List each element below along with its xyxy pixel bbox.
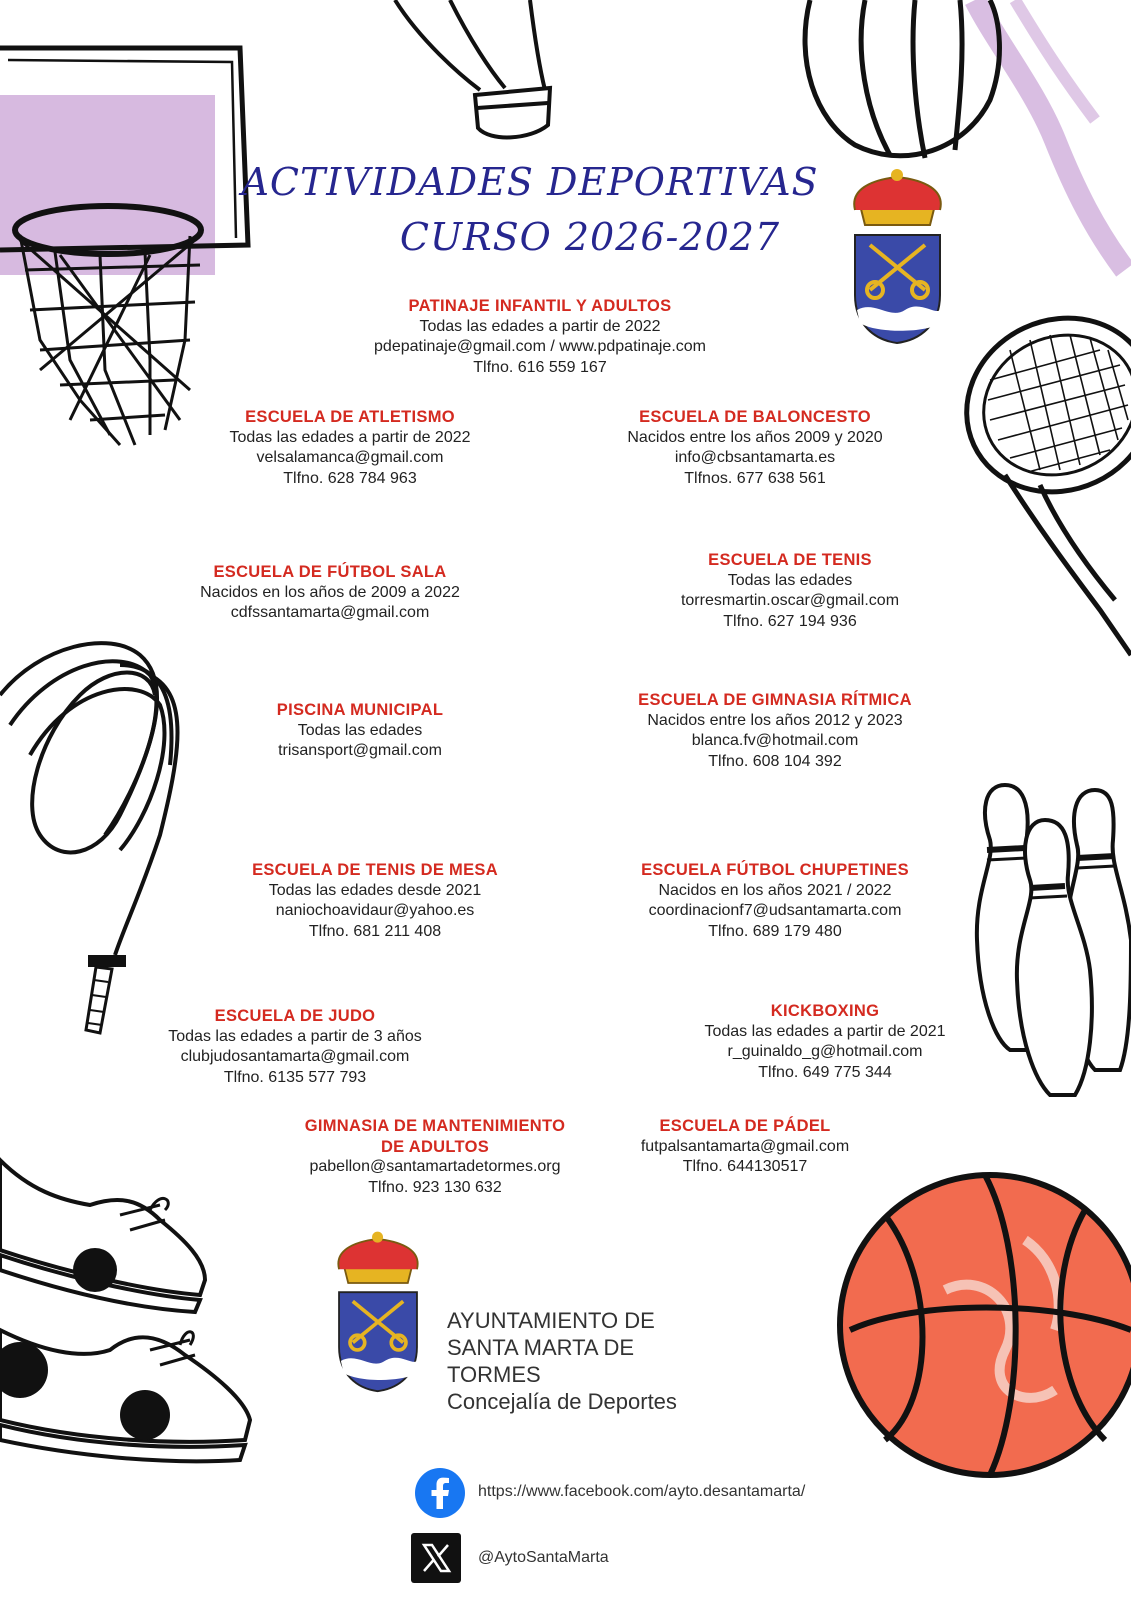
activity-title: ESCUELA FÚTBOL CHUPETINES <box>641 861 909 879</box>
activity-detail: Todas las edades <box>727 571 853 589</box>
org-line-1: AYUNTAMIENTO DE <box>447 1308 655 1333</box>
facebook-icon[interactable] <box>414 1467 466 1519</box>
activity-detail: Nacidos entre los años 2012 y 2023 <box>647 711 903 729</box>
x-icon[interactable] <box>411 1533 461 1583</box>
activity-gimnasia-mantenimiento <box>275 1116 595 1198</box>
activity-phone: Tlfno. 681 211 408 <box>308 922 442 940</box>
org-line-2: SANTA MARTA DE <box>447 1335 635 1360</box>
activity-detail: Nacidos entre los años 2009 y 2020 <box>627 428 883 446</box>
basketball-drawing <box>825 1160 1131 1490</box>
activity-title: KICKBOXING <box>770 1002 880 1020</box>
activity-title: ESCUELA DE JUDO <box>214 1007 376 1025</box>
activity-title: PISCINA MUNICIPAL <box>276 701 444 719</box>
activity-detail: Nacidos en los años de 2009 a 2022 <box>200 583 460 601</box>
activity-phone: Tlfno. 644130517 <box>682 1158 808 1175</box>
activity-title: ESCUELA DE ATLETISMO <box>245 408 455 426</box>
activity-gimnasia-ritmica <box>610 690 940 772</box>
activity-email[interactable]: r_guinaldo_g@hotmail.com <box>727 1043 923 1060</box>
org-department: Concejalía de Deportes <box>447 1389 677 1414</box>
activity-futbol-sala <box>170 562 490 624</box>
activity-atletismo <box>190 407 510 489</box>
activity-judo <box>130 1006 460 1088</box>
activity-padel <box>610 1116 880 1178</box>
activity-email[interactable]: blanca.fv@hotmail.com <box>691 732 859 749</box>
activity-email[interactable]: coordinacionf7@udsantamarta.com <box>648 902 902 919</box>
activity-phone: Tlfno. 649 775 344 <box>758 1063 892 1081</box>
activity-phone: Tlfno. 627 194 936 <box>723 612 857 630</box>
activity-kickboxing <box>665 1001 985 1083</box>
activity-email[interactable]: info@cbsantamarta.es <box>674 449 836 466</box>
activity-futbol-chupetines <box>610 860 940 942</box>
activity-piscina <box>220 700 500 762</box>
activity-detail: Todas las edades a partir de 3 años <box>168 1027 422 1045</box>
activity-patinaje <box>330 296 750 378</box>
activity-tenis <box>630 550 950 632</box>
basketball-hoop-drawing <box>0 40 260 450</box>
activity-email[interactable]: pabellon@santamartadetormes.org <box>309 1158 561 1175</box>
activity-title: ESCUELA DE BALONCESTO <box>639 408 871 426</box>
activity-tenis-mesa <box>215 860 535 942</box>
x-handle[interactable]: @AytoSantaMarta <box>478 1549 609 1566</box>
activity-baloncesto <box>595 407 915 489</box>
activity-phone: Tlfnos. 677 638 561 <box>684 469 826 487</box>
activity-detail: Todas las edades desde 2021 <box>268 881 482 899</box>
activity-title: ESCUELA DE TENIS DE MESA <box>252 861 498 879</box>
activity-title: PATINAJE INFANTIL Y ADULTOS <box>408 297 672 315</box>
jump-rope-drawing <box>0 635 200 1035</box>
shuttlecock-drawing <box>380 0 560 145</box>
coat-of-arms-bottom <box>328 1228 428 1393</box>
activity-detail: Todas las edades a partir de 2022 <box>419 317 661 335</box>
activity-title: ESCUELA DE GIMNASIA RÍTMICA <box>638 691 912 709</box>
activity-email[interactable]: cdfssantamarta@gmail.com <box>230 604 430 621</box>
activity-email[interactable]: velsalamanca@gmail.com <box>256 449 444 466</box>
bowling-pins-drawing <box>965 780 1131 1100</box>
activity-email[interactable]: trisansport@gmail.com <box>278 742 442 759</box>
activity-phone: Tlfno. 6135 577 793 <box>223 1068 367 1086</box>
activity-phone: Tlfno. 608 104 392 <box>708 752 842 770</box>
coat-of-arms-top <box>845 165 950 345</box>
facebook-link[interactable]: https://www.facebook.com/ayto.desantamarta/ <box>478 1483 806 1500</box>
activity-phone: Tlfno. 923 130 632 <box>368 1178 502 1196</box>
activity-email[interactable]: pdepatinaje@gmail.com / www.pdpatinaje.com <box>374 338 706 355</box>
activity-detail: Todas las edades a partir de 2022 <box>229 428 471 446</box>
activity-email[interactable]: futpalsantamarta@gmail.com <box>640 1137 850 1155</box>
activity-email[interactable]: torresmartin.oscar@gmail.com <box>680 592 900 609</box>
activity-detail: Todas las edades <box>297 721 423 739</box>
activity-title: ESCUELA DE TENIS <box>708 551 872 569</box>
activity-email[interactable]: naniochoavidaur@yahoo.es <box>275 902 475 919</box>
org-line-3: TORMES <box>447 1362 541 1387</box>
activity-title: GIMNASIA DE MANTENIMIENTO <box>304 1117 566 1135</box>
activity-title-line2: DE ADULTOS <box>380 1137 490 1156</box>
activity-detail: Todas las edades a partir de 2021 <box>704 1022 946 1040</box>
activity-email[interactable]: clubjudosantamarta@gmail.com <box>180 1048 410 1065</box>
activity-phone: Tlfno. 616 559 167 <box>473 358 607 376</box>
activity-phone: Tlfno. 628 784 963 <box>283 469 417 487</box>
page-title: ACTIVIDADES DEPORTIVAS <box>241 160 819 204</box>
sneakers-drawing <box>0 1150 260 1480</box>
activity-phone: Tlfno. 689 179 480 <box>708 922 842 940</box>
page-subtitle: CURSO 2026-2027 <box>399 215 781 259</box>
organization-name <box>447 1307 677 1415</box>
activity-title: ESCUELA DE PÁDEL <box>659 1117 831 1135</box>
tennis-racket-drawing <box>950 310 1131 680</box>
activity-title: ESCUELA DE FÚTBOL SALA <box>213 563 447 581</box>
activity-detail: Nacidos en los años 2021 / 2022 <box>658 881 892 899</box>
